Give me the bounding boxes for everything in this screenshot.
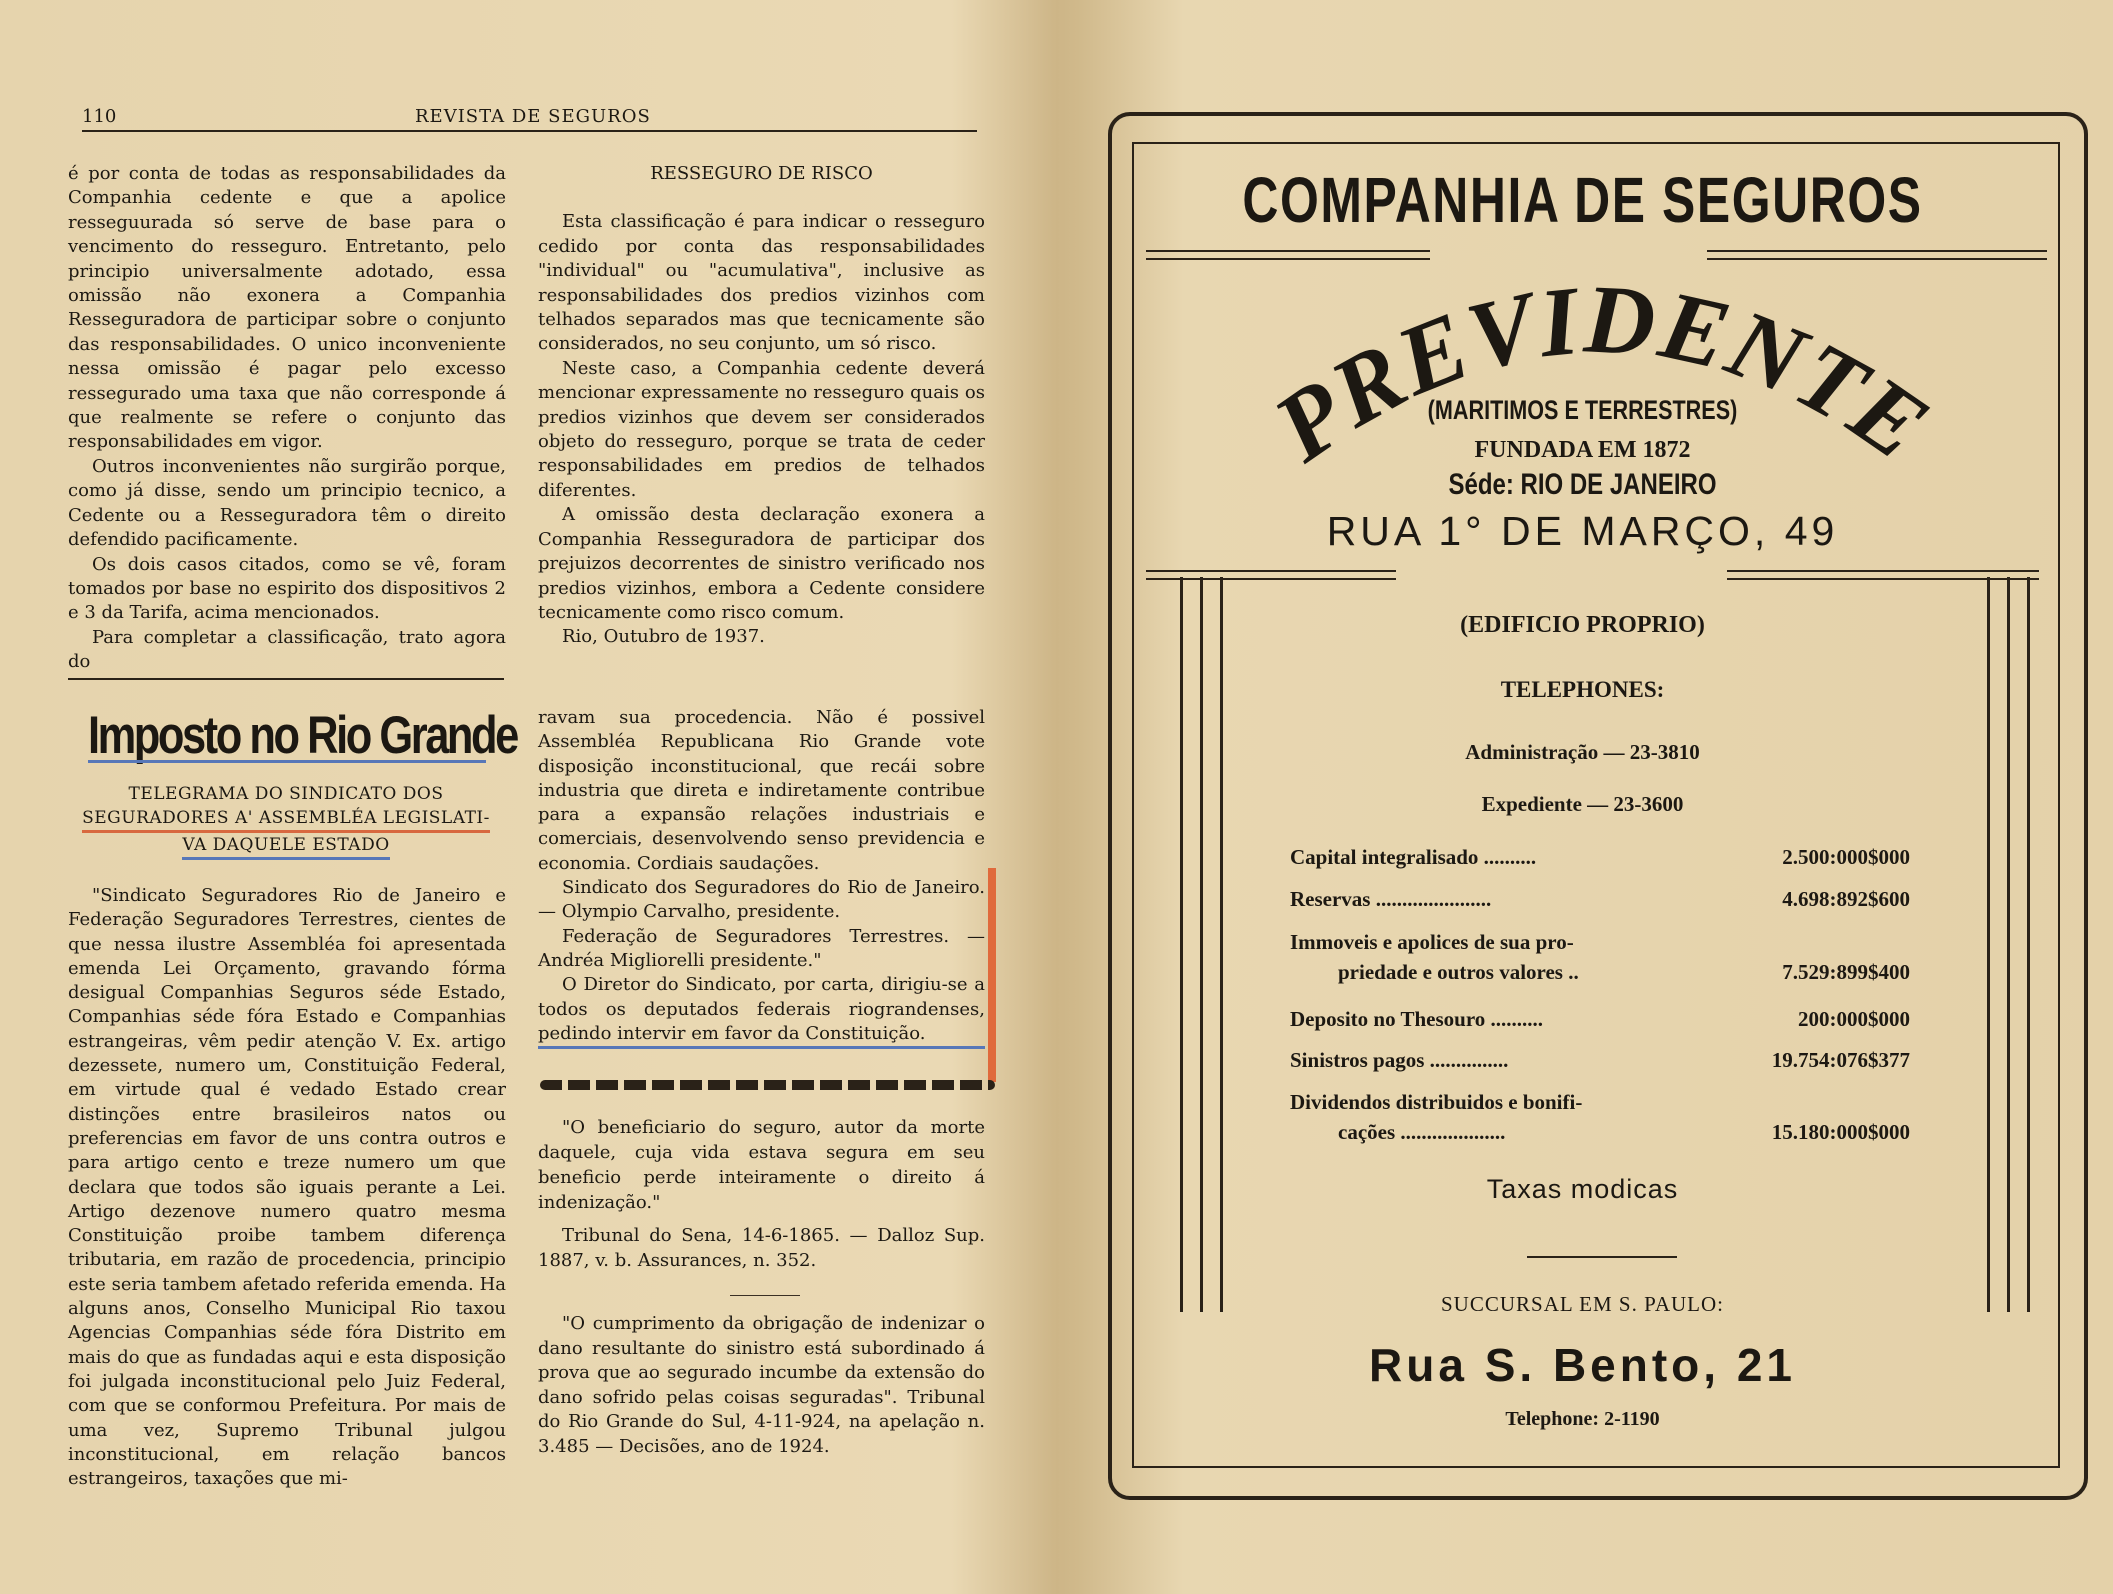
- financial-label: Deposito no Thesouro ..........: [1290, 1007, 1544, 1031]
- financial-row: [1290, 842, 1910, 872]
- ad-building: (EDIFICIO PROPRIO): [1460, 612, 1705, 638]
- subtitle-line: TELEGRAMA DO SINDICATO DOS: [128, 784, 444, 804]
- annotation-bracket: [988, 868, 996, 1082]
- divider: [730, 1295, 800, 1296]
- rule: [1727, 578, 2039, 580]
- running-header: [82, 104, 977, 132]
- financial-value: 7.529:899$400: [1782, 960, 1910, 984]
- column-1-top: [68, 162, 506, 675]
- financial-value: 2.500:000$000: [1782, 845, 1910, 869]
- rule: [1146, 258, 1430, 260]
- financial-label-line: Immoveis e apolices de sua pro-: [1290, 930, 1574, 954]
- page-number: 110: [82, 106, 117, 127]
- right-page: [1052, 0, 2113, 1594]
- ad-subtitle: (MARITIMOS E TERRESTRES): [1427, 395, 1738, 425]
- ad-telephones-heading: TELEPHONES:: [1500, 677, 1665, 702]
- article-subtitle: [68, 782, 504, 860]
- ad-address: RUA 1° DE MARÇO, 49: [1326, 508, 1839, 554]
- rule: [1707, 258, 2047, 260]
- subtitle-line: SEGURADORES A' ASSEMBLÉA LEGISLATI-: [82, 806, 490, 833]
- left-page: [0, 0, 1040, 1594]
- citation: Tribunal do Sena, 14-6-1865. — Dalloz Sup. 1887, v. b. Assurances, n. 352.: [538, 1225, 985, 1271]
- ad-branch-address: Rua S. Bento, 21: [1369, 1339, 1796, 1391]
- column-2-bottom: [538, 706, 985, 1049]
- financial-row: [1290, 927, 1910, 989]
- ad-seat: Séde: RIO DE JANEIRO: [1448, 468, 1717, 501]
- article-title: Imposto no Rio Grande: [88, 706, 517, 765]
- financial-label: Capital integralisado ..........: [1290, 845, 1537, 869]
- financial-label: [1290, 1087, 1670, 1147]
- financial-value: 200:000$000: [1798, 1007, 1910, 1031]
- ad-rates: Taxas modicas: [1486, 1174, 1679, 1204]
- financial-row: [1290, 1004, 1910, 1034]
- rule: [1727, 570, 2039, 572]
- paragraph: Outros inconvenientes não surgirão porque, como já disse, sendo um principio tecnico, a Cedente ou a Resseguradora têm o direito defendido pacificamente.: [68, 455, 506, 551]
- financial-label: Reservas ......................: [1290, 887, 1492, 911]
- column-2-top: [538, 162, 985, 650]
- ad-name: PREVIDENTE: [1255, 265, 1948, 483]
- paragraph: Sindicato dos Seguradores do Rio de Janeiro. — Olympio Carvalho, presidente.: [538, 877, 985, 923]
- paragraph: O Diretor do Sindicato, por carta, dirigiu-se a todos os deputados federais riograndenses, pedindo intervir em favor da Constituição.: [538, 973, 985, 1049]
- ad-branch-phone: Telephone: 2-1190: [1505, 1408, 1660, 1430]
- financial-label-line: priedade e outros valores ..: [1338, 960, 1579, 984]
- rule: [1146, 578, 1396, 580]
- paragraph: A omissão desta declaração exonera a Companhia Resseguradora de participar dos prejuizos decorrentes de sinistro verificado nos predios vizinhos, embora a Cedente considere tecnicamente como risco comum.: [538, 504, 985, 623]
- title-underline: [88, 760, 486, 763]
- financial-value: 19.754:076$377: [1771, 1048, 1910, 1072]
- ad-telephone-admin: Administração — 23-3810: [1465, 740, 1700, 764]
- quote: "O cumprimento da obrigação de indenizar o dano resultante do sinistro está subordinado á prova que ao segurado incumbe da extensão do dano sofrido pelas coisas seguradas". Tribunal do Rio Grande do Sul, 4-11-924, na apelação n. 3.485 — Decisões, ano de 1924.: [538, 1313, 985, 1457]
- paragraph: é por conta de todas as responsabilidades da Companhia cedente e que a apolice resseguurada só serve de base para o vencimento do resseguro. Entretanto, pelo principio universalmente adotado, essa omissão não exonera a Companhia Resseguradora de participar sobre o conjunto das responsabilidades. O unico inconveniente nessa omissão é pagar pelo excesso ressegurado uma taxa que não corresponde á que realmente se refere o conjunto das responsabilidades em vigor.: [68, 163, 506, 453]
- financial-label: Sinistros pagos ...............: [1290, 1048, 1509, 1072]
- quote: "O beneficiario do seguro, autor da morte daquele, cuja vida estava segura em seu beneficio perde inteiramente o direito á indenização.": [538, 1117, 985, 1213]
- ad-founded: FUNDADA EM 1872: [1474, 437, 1691, 463]
- paragraph: Neste caso, a Companhia cedente deverá mencionar expressamente no resseguro quais os predios vizinhos que devem ser considerados objeto do resseguro, porque se trata de ceder responsabilidades em predios de telhados diferentes.: [538, 357, 985, 501]
- ad-telephone-expediente: Expediente — 23-3600: [1481, 792, 1684, 816]
- rule: [1146, 570, 1396, 572]
- financial-label-line: cações ....................: [1338, 1120, 1506, 1144]
- financial-row: [1290, 1087, 1910, 1149]
- ad-company: COMPANHIA DE SEGUROS: [1242, 164, 1923, 236]
- rule: [1146, 250, 1430, 252]
- financial-value: 15.180:000$000: [1771, 1120, 1910, 1144]
- financial-label: [1290, 927, 1670, 987]
- financial-value: 4.698:892$600: [1782, 887, 1910, 911]
- section-heading: RESSEGURO DE RISCO: [650, 163, 873, 184]
- paragraph: Federação de Seguradores Terrestres. — Andréa Migliorelli presidente.": [538, 925, 985, 971]
- rule: [1707, 250, 2047, 252]
- rule: [1527, 1256, 1677, 1258]
- subtitle-line: VA DAQUELE ESTADO: [182, 833, 389, 860]
- financial-row: [1290, 884, 1910, 914]
- financial-row: [1290, 1045, 1910, 1075]
- column-1-bottom: "Sindicato Seguradores Rio de Janeiro e Federação Seguradores Terrestres, cientes de que nessa ilustre Assembléa foi apresentada emenda Lei Orçamento, gravando fórma desigual Companhias Seguros séde Estado, Companhias séde fóra Estado e Companhias estrangeiras, vêm pedir atenção V. Ex. artigo dezessete, numero um, Constituição Federal, em virtude qual é vedado Estado crear distinções entre brasileiros natos ou preferencias em favor de uns contra outros e para artigo cento e treze numero um que declara que todos são iguais perante a Lei. Artigo dezenove numero quatro mesma Constituição proibe tambem diferença tributaria, em razão de procedencia, principio este seria tambem afetado referida emenda. Ha alguns anos, Conselho Municipal Rio taxou Agencias Companhias séde fóra Distrito em mais do que as fundadas aqui e esta disposição foi julgada inconstitucional pelo Juiz Federal, com que se conformou Prefeitura. Por mais de uma vez, Supremo Tribunal julgou inconstitucional, em relação bancos estrangeiros, taxações que mi-: [68, 885, 506, 1490]
- paragraph: Para completar a classificação, trato agora do: [68, 626, 506, 673]
- running-head-title: REVISTA DE SEGUROS: [415, 106, 651, 127]
- paragraph: Rio, Outubro de 1937.: [562, 626, 765, 648]
- financial-label-line: Dividendos distribuidos e bonifi-: [1290, 1090, 1583, 1114]
- paragraph: ravam sua procedencia. Não é possivel Assembléa Republicana Rio Grande vote disposição inconstitucional, que recái sobre industria que direta e indiretamente contribue para a expansão relações industriais e comerciais, desenvolvendo senso previdencia e economia. Cordiais saudações.: [538, 707, 985, 874]
- paragraph: Esta classificação é para indicar o resseguro cedido por conta das responsabilidades "individual" ou "acumulativa", inclusive as responsabilidades dos predios vizinhos com telhados separados mas que tecnicamente são considerados, no seu conjunto, um só risco.: [538, 211, 985, 355]
- ad-branch: SUCCURSAL EM S. PAULO:: [1440, 1292, 1724, 1316]
- paragraph: Os dois casos citados, como se vê, foram tomados por base no espirito dos dispositivos 2 e 3 da Tarifa, acima mencionados.: [68, 553, 506, 624]
- dashed-divider: [540, 1080, 995, 1090]
- column-2-quotes: [538, 1115, 985, 1273]
- divider: [68, 678, 504, 680]
